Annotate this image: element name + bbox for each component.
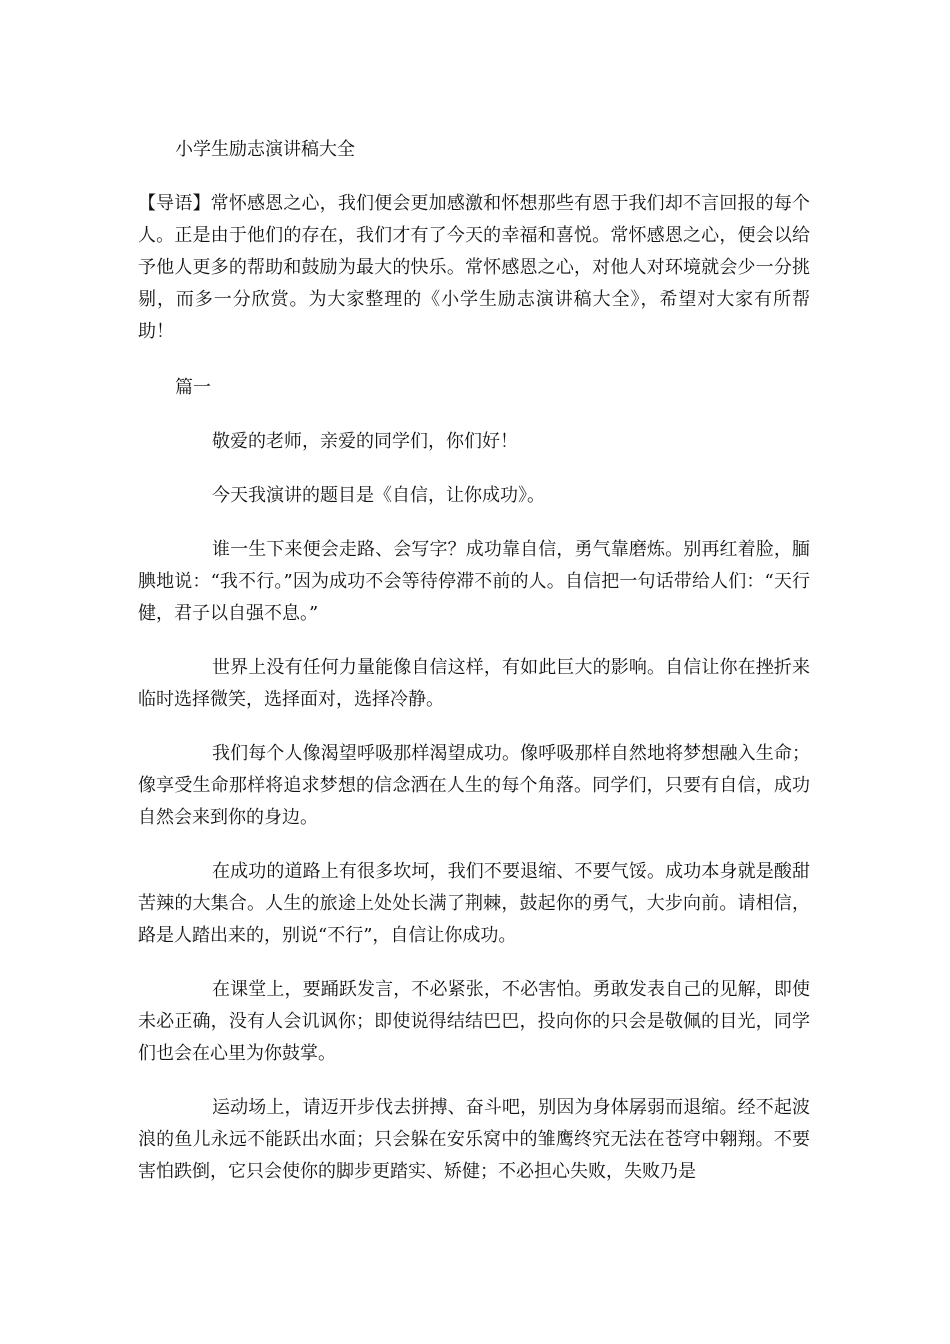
paragraph-body: 在成功的道路上有很多坎坷，我们不要退缩、不要气馁。成功本身就是酸甜苦辣的大集合。人生的旅途上处处长满了荆棘，鼓起你的勇气，大步向前。请相信，路是人踏出来的，别说“不行”，自信让你成功。 <box>138 861 810 946</box>
paragraph-body: 在课堂上，要踊跃发言，不必紧张，不必害怕。勇敢发表自己的见解，即使未必正确，没有人会讥讽你；即使说得结结巴巴，投向你的只会是敬佩的目光，同学们也会在心里为你鼓掌。 <box>138 979 810 1064</box>
section-title: 篇一 <box>175 377 211 398</box>
document-title: 小学生励志演讲稿大全 <box>175 139 355 160</box>
paragraph-topic: 今天我演讲的题目是《自信，让你成功》。 <box>212 485 545 506</box>
paragraph-greeting: 敬爱的老师，亲爱的同学们，你们好！ <box>212 431 518 452</box>
paragraph-body: 我们每个人像渴望呼吸那样渴望成功。像呼吸那样自然地将梦想融入生命；像享受生命那样将追求梦想的信念洒在人生的每个角落。同学们，只要有自信，成功自然会来到你的身边。 <box>138 743 810 828</box>
paragraph-body: 谁一生下来便会走路、会写字？成功靠自信，勇气靠磨炼。别再红着脸，腼腆地说：“我不行。”因为成功不会等待停滞不前的人。自信把一句话带给人们：“天行健，君子以自强不息。” <box>138 539 810 624</box>
intro-paragraph: 【导语】常怀感恩之心，我们便会更加感激和怀想那些有恩于我们却不言回报的每个人。正是由于他们的存在，我们才有了今天的幸福和喜悦。常怀感恩之心，便会以给予他人更多的帮助和鼓励为最大的快乐。常怀感恩之心，对他人对环境就会少一分挑剔，而多一分欣赏。为大家整理的《小学生励志演讲稿大全》，希望对大家有所帮助！ <box>138 193 810 342</box>
paragraph-body: 运动场上，请迈开步伐去拼搏、奋斗吧，别因为身体孱弱而退缩。经不起波浪的鱼儿永远不能跃出水面；只会躲在安乐窝中的雏鹰终究无法在苍穹中翱翔。不要害怕跌倒，它只会使你的脚步更踏实、矫健；不必担心失败，失败乃是 <box>138 1097 810 1182</box>
paragraph-body: 世界上没有任何力量能像自信这样，有如此巨大的影响。自信让你在挫折来临时选择微笑，选择面对，选择冷静。 <box>138 657 810 710</box>
